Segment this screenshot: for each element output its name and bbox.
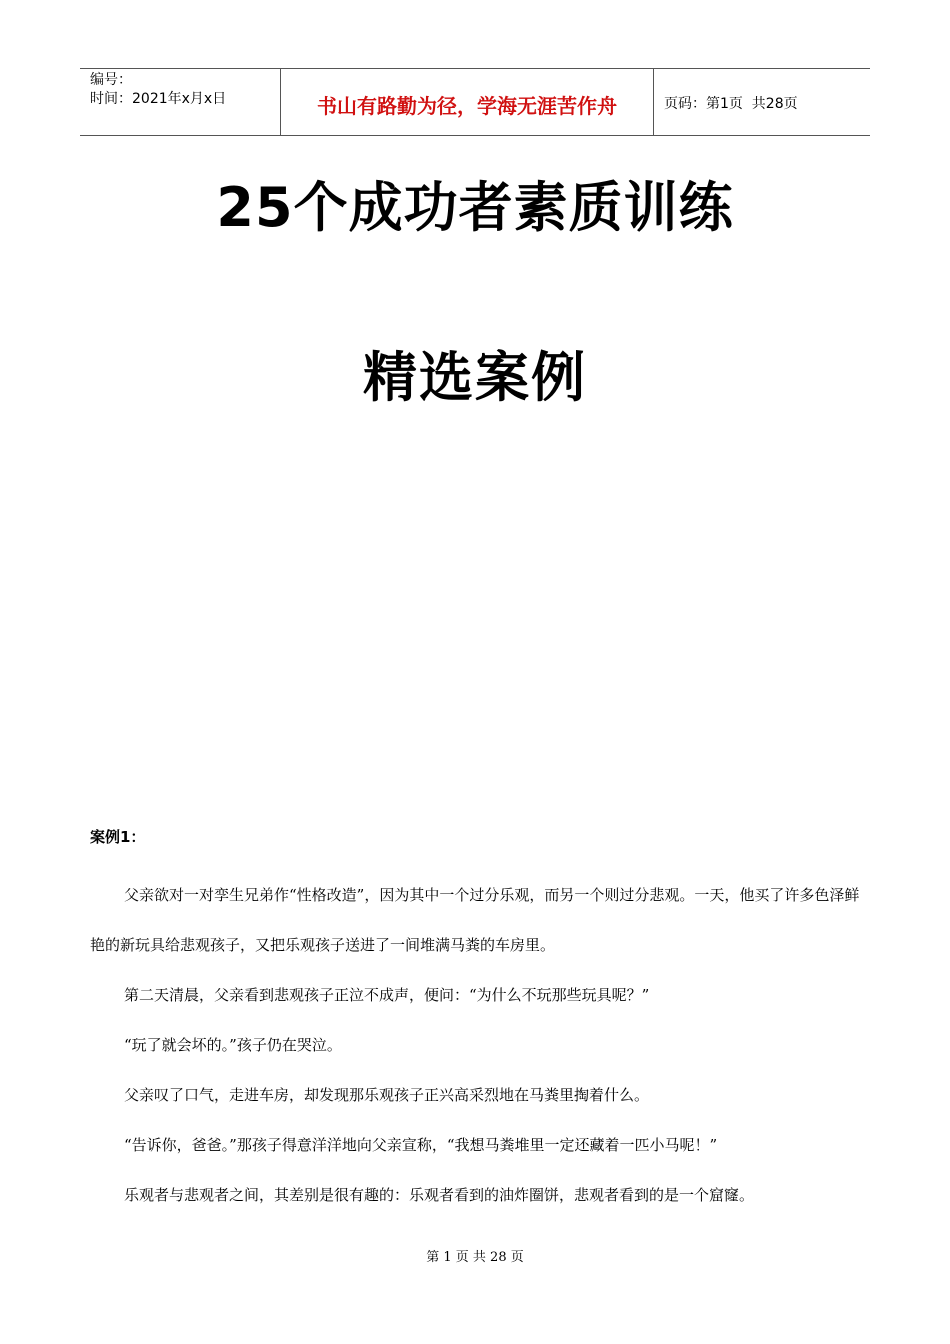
number-label: 编号： xyxy=(90,72,132,88)
header-page-info: 页码：第1页 共28页 xyxy=(664,96,798,112)
document-subtitle: 精选案例 xyxy=(363,346,587,409)
paragraph: 父亲叹了口气，走进车房，却发现那乐观孩子正兴高采烈地在马粪里掏着什么。 xyxy=(124,1086,650,1104)
paragraph: 第二天清晨，父亲看到悲观孩子正泣不成声，便问：“为什么不玩那些玩具呢？” xyxy=(124,986,650,1004)
paragraph: 父亲欲对一对孪生兄弟作“性格改造”，因为其中一个过分乐观，而另一个则过分悲观。一天，他买了许多色泽鲜艳的新玩具给悲观孩子，又把乐观孩子送进了一间堆满马粪的车房里。 xyxy=(90,886,860,954)
paragraph: “玩了就会坏的。”孩子仍在哭泣。 xyxy=(124,1036,342,1054)
paragraph: 乐观者与悲观者之间，其差别是很有趣的：乐观者看到的油炸圈饼，悲观者看到的是一个窟窿。 xyxy=(124,1186,755,1204)
paragraph: “告诉你，爸爸。”那孩子得意洋洋地向父亲宣称，“我想马粪堆里一定还藏着一匹小马呢！” xyxy=(124,1136,718,1154)
date-label: 时间：2021年x月x日 xyxy=(90,91,227,107)
header-motto: 书山有路勤为径，学海无涯苦作舟 xyxy=(280,69,654,135)
page-header xyxy=(80,68,870,136)
page-footer: 第 1 页 共 28 页 xyxy=(426,1250,524,1265)
case-label: 案例1： xyxy=(90,828,146,846)
header-meta xyxy=(80,69,280,135)
document-title: 25个成功者素质训练 xyxy=(216,176,734,239)
case-body xyxy=(90,870,870,1220)
